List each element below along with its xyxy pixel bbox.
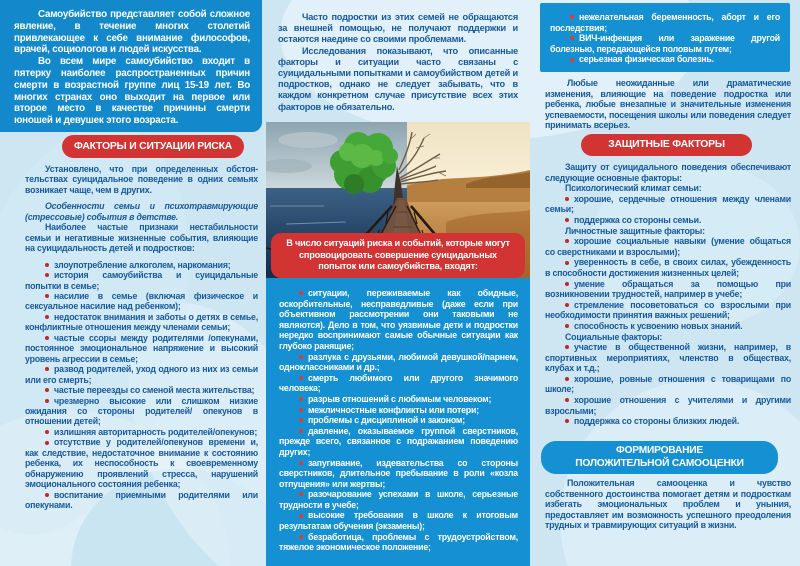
- list-item: нежелательная беременность, аборт и его последствия;: [550, 12, 780, 33]
- risk-situations-list-continued: [540, 3, 790, 72]
- bullet-icon: [299, 408, 303, 412]
- paragraph: Наиболее частые признаки нестабильности семьи и негативные жизненные события, влияющие на суицидальность детей и подростков:: [25, 222, 258, 254]
- bullet-icon: [565, 324, 569, 328]
- bullet-icon: [299, 429, 303, 433]
- panel-middle: [266, 0, 530, 566]
- list-item: поддержка со стороны близких людей.: [545, 416, 791, 427]
- list-item: злоупотребление алкоголем, наркомания;: [25, 260, 258, 270]
- list-item: отсутствие у родителей/опекунов времени и, как следствие, недостаточное внимание к состоянию ребенка, их неспособность к своевременному обнаружению проявлений стресса, нарушений эмоционального состояния ребенка;: [25, 437, 258, 490]
- list-item: уверенность в себе, в своих силах, убежденность в способности достижения жизненных целей;: [545, 257, 791, 278]
- bullet-icon: [45, 399, 49, 403]
- paragraph: Защиту от суицидального поведения обеспечивают следующие основные факторы:: [545, 162, 791, 183]
- bullet-icon: [565, 303, 569, 307]
- bullet-icon: [45, 315, 49, 319]
- subheading-personal-factors: Личностные защитные факторы:: [565, 225, 705, 236]
- bullet-icon: [299, 461, 303, 465]
- list-item: хорошие отношения с учителями и другими взрослыми;: [545, 395, 791, 416]
- list-item: участие в общественной жизни, например, в спортивных мероприятиях, членство в обществах, клубах и т.д.;: [545, 342, 791, 374]
- bullet-icon: [45, 294, 49, 298]
- list-item: запугивание, издевательства со стороны сверстников, длительное пребывание в роли «козла отпущения» или жертвы;: [279, 457, 518, 489]
- bullet-icon: [45, 493, 49, 497]
- risk-factors-heading: ФАКТОРЫ И СИТУАЦИИ РИСКА: [62, 135, 244, 158]
- paragraph: Установлено, что при определенных обстоя-тельствах суицидальное поведение в одних семьях возникает чаще, чем в других.: [25, 164, 258, 195]
- bullet-icon: [299, 492, 303, 496]
- subheading-social-factors: Социальные факторы:: [565, 331, 663, 342]
- panel-left: [0, 0, 263, 566]
- list-item: история самоубийства и суицидальные попытки в семье;: [25, 270, 258, 291]
- bullet-icon: [299, 418, 303, 422]
- bullet-icon: [565, 419, 569, 423]
- left-body-text: [25, 164, 258, 511]
- paragraph: Часто подростки из этих семей не обращаются за внешней помощью, не получают поддержки и остаются наедине со своими проблемами.: [278, 12, 518, 45]
- list-item: межличностные конфликты или потери;: [279, 405, 518, 416]
- bullet-icon: [45, 336, 49, 340]
- list-item: давление, оказываемое группой сверстников, прежде всего, связанное с подражанием поведению других;: [279, 425, 518, 457]
- bullet-icon: [570, 36, 574, 40]
- bullet-icon: [45, 441, 49, 445]
- list-item: разлука с друзьями, любимой девушкой/парнем, одноклассниками и др.;: [279, 351, 518, 373]
- bullet-icon: [565, 197, 569, 201]
- self-esteem-heading-line2: ПОЛОЖИТЕЛЬНОЙ САМООЦЕНКИ: [575, 458, 744, 469]
- intro-box: [0, 0, 262, 132]
- list-item: ВИЧ-инфекция или заражение другой болезнью, передающейся половым путем;: [550, 33, 780, 54]
- bullet-icon: [299, 514, 303, 518]
- list-item: умение обращаться за помощью при возникновении трудностей, например в учебе;: [545, 278, 791, 300]
- bullet-icon: [45, 367, 49, 371]
- risk-situations-list: [266, 278, 530, 566]
- list-item: способность к усвоению новых знаний.: [545, 321, 791, 332]
- bullet-icon: [299, 535, 303, 539]
- list-item: хорошие, ровные отношения с товарищами по школе;: [545, 373, 791, 395]
- list-item: хорошие социальные навыки (умение общаться со сверстниками и взрослыми);: [545, 236, 791, 257]
- list-item: хорошие, сердечные отношения между членами семьи;: [545, 193, 791, 215]
- list-item: воспитание приемными родителями или опекунами.: [25, 489, 258, 511]
- list-item: поддержка со стороны семьи.: [545, 215, 791, 226]
- list-item: насилие в семье (включая физическое и сексуальное насилие над ребенком);: [25, 290, 258, 312]
- protective-factors-heading: ЗАЩИТНЫЕ ФАКТОРЫ: [581, 134, 752, 156]
- paragraph: Исследования показывают, что описанные факторы и ситуации часто связаны с суицидальными попытками и самоубийством детей и подростков, однако не следует забывать, что в каждом конкретном случае присутствие всех этих факторов не обязательно.: [278, 45, 518, 112]
- bullet-icon: [565, 261, 569, 265]
- bullet-icon: [570, 58, 574, 62]
- bullet-icon: [299, 291, 303, 295]
- bullet-icon: [565, 345, 569, 349]
- changes-warning-text: Любые неожиданные или драматические изменения, влияющие на поведение подростка или ребенка, любые внезапные и значительные изменения успеваемости, посещения школы или поведения следует принимать всерьез.: [545, 78, 791, 131]
- list-item: высокие требования в школе к итоговым результатам обучения (экзамены);: [279, 510, 518, 532]
- bullet-icon: [45, 263, 49, 267]
- list-item: развод родителей, уход одного из них из семьи или его смерть;: [25, 364, 258, 385]
- self-esteem-heading-line1: ФОРМИРОВАНИЕ: [616, 445, 703, 456]
- intro-paragraph: Во всем мире самоубийство входит в пятерку наиболее распространенных причин смерти в возрастной группе лиц 15-19 лет. Во многих странах оно выходит на первое или второе место в качестве причины смерти юношей и девушек этого возраста.: [14, 56, 250, 127]
- list-item: серьезная физическая болезнь.: [550, 54, 780, 65]
- panel-right: [533, 0, 800, 566]
- list-item: разрыв отношений с любимым человеком;: [279, 394, 518, 405]
- middle-top-text: [278, 12, 518, 113]
- list-item: излишняя авторитарность родителей/опекунов;: [25, 427, 258, 437]
- bullet-icon: [299, 355, 303, 359]
- list-item: чрезмерно высокие или слишком низкие ожидания со стороны родителей/ опекунов в отношении детей;: [25, 395, 258, 427]
- bullet-icon: [570, 15, 574, 19]
- bullet-icon: [299, 397, 303, 401]
- list-item: недостаток внимания и заботы о детях в семье, конфликтные отношения между членами семьи;: [25, 311, 258, 333]
- bullet-icon: [565, 377, 569, 381]
- protective-factors-body: [545, 162, 791, 427]
- self-esteem-text: Положительная самооценка и чувство собственного достоинства помогает детям и подросткам избегать эмоциональных проблем и уныния, предоставляет им возможность успешного преодоления трудных и травмирующих ситуаций в жизни.: [545, 478, 791, 531]
- paragraph-family-stress: Особенности семьи и психотравмирующие (стрессовые) события в детстве.: [25, 201, 258, 222]
- bullet-icon: [565, 218, 569, 222]
- self-esteem-heading: [541, 441, 778, 474]
- bullet-icon: [299, 376, 303, 380]
- list-item: безработица, проблемы с трудоустройством, тяжелое экономическое положение;: [279, 531, 518, 553]
- bullet-icon: [45, 388, 49, 392]
- list-item: проблемы с дисциплиной и законом;: [279, 415, 518, 426]
- list-item: частые ссоры между родителями /опекунами, постоянное эмоциональное напряжение и высокий уровень агрессии в семье;: [25, 332, 258, 364]
- bullet-icon: [565, 239, 569, 243]
- subheading-family-climate: Психологический климат семьи:: [565, 183, 702, 194]
- list-item: частые переезды со сменой места жительства;: [25, 385, 258, 395]
- list-item: ситуации, переживаемые как обидные, оскорбительные, несправедливые (даже если при объективном рассмотрении они таковыми не являются). Дело в том, что уязвимые дети и подростки нередко воспринимают самые обычные ситуации как глубоко ранящие;: [279, 288, 518, 351]
- risk-situations-heading: В число ситуаций риска и событий, которые могут спровоцировать совершение суицидальных попыток или самоубийства, входят:: [271, 233, 525, 278]
- list-item: стремление посоветоваться со взрослыми при необходимости принятия важных решений;: [545, 299, 791, 321]
- bullet-icon: [45, 273, 49, 277]
- bullet-icon: [565, 282, 569, 286]
- bullet-icon: [565, 398, 569, 402]
- bullet-icon: [45, 430, 49, 434]
- list-item: разочарование успехами в школе, серьезные трудности в учебе;: [279, 489, 518, 510]
- list-item: смерть любимого или другого значимого человека;: [279, 372, 518, 394]
- intro-paragraph: Самоубийство представляет собой сложное явление, в течение многих столетий привлекающее к себе внимание философов, врачей, социологов и людей искусства.: [14, 9, 250, 56]
